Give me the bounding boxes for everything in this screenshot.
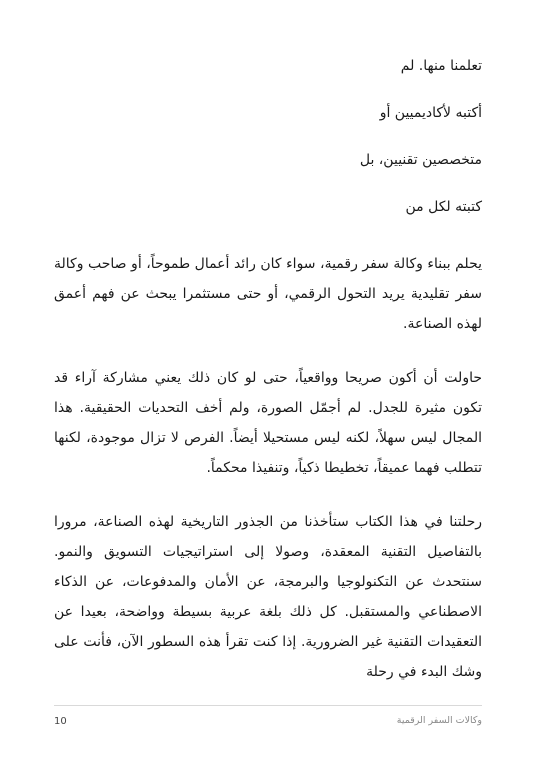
paragraph-1: يحلم ببناء وكالة سفر رقمية، سواء كان رائد أعمال طموحاً، أو صاحب وكالة سفر تقليدية يريد التحول الرقمي، أو حتى مستثمرا يبحث عن فهم أعمق لهذه الصناعة. xyxy=(54,256,482,332)
body-line-4: كتبته لكل من xyxy=(405,199,482,215)
page-body xyxy=(54,56,482,687)
page-number: 10 xyxy=(54,716,67,727)
paragraph-3: رحلتنا في هذا الكتاب ستأخذنا من الجذور التاريخية لهذه الصناعة، مرورا بالتفاصيل التقنية المعقدة، وصولا إلى استراتيجيات التسويق والنمو. سنتحدث عن التكنولوجيا والبرمجة، عن الأمان والمدفوعات، عن الذكاء الاصطناعي والمستقبل. كل ذلك بلغة عربية بسيطة وواضحة، بعيدا عن التعقيدات التقنية غير الضرورية. إذا كنت تقرأ هذه السطور الآن، فأنت على وشك البدء في رحلة xyxy=(54,514,482,680)
body-line-1: تعلمنا منها. لم xyxy=(400,58,482,74)
running-footer-title: وكالات السفر الرقمية xyxy=(396,715,482,726)
body-line-2: أكتبه لأكاديميين أو xyxy=(379,105,482,121)
paragraph-2: حاولت أن أكون صريحا وواقعياً، حتى لو كان ذلك يعني مشاركة آراء قد تكون مثيرة للجدل. لم أجمّل الصورة، ولم أخف التحديات الحقيقية. هذا المجال ليس سهلاً، لكنه ليس مستحيلا أيضاً. الفرص لا تزال موجودة، لكنها تتطلب فهما عميقاً، تخطيطا ذكياً، وتنفيذا محكماً. xyxy=(54,370,482,476)
footer-divider xyxy=(54,705,482,706)
body-line-3: متخصصين تقنيين، بل xyxy=(359,152,482,168)
